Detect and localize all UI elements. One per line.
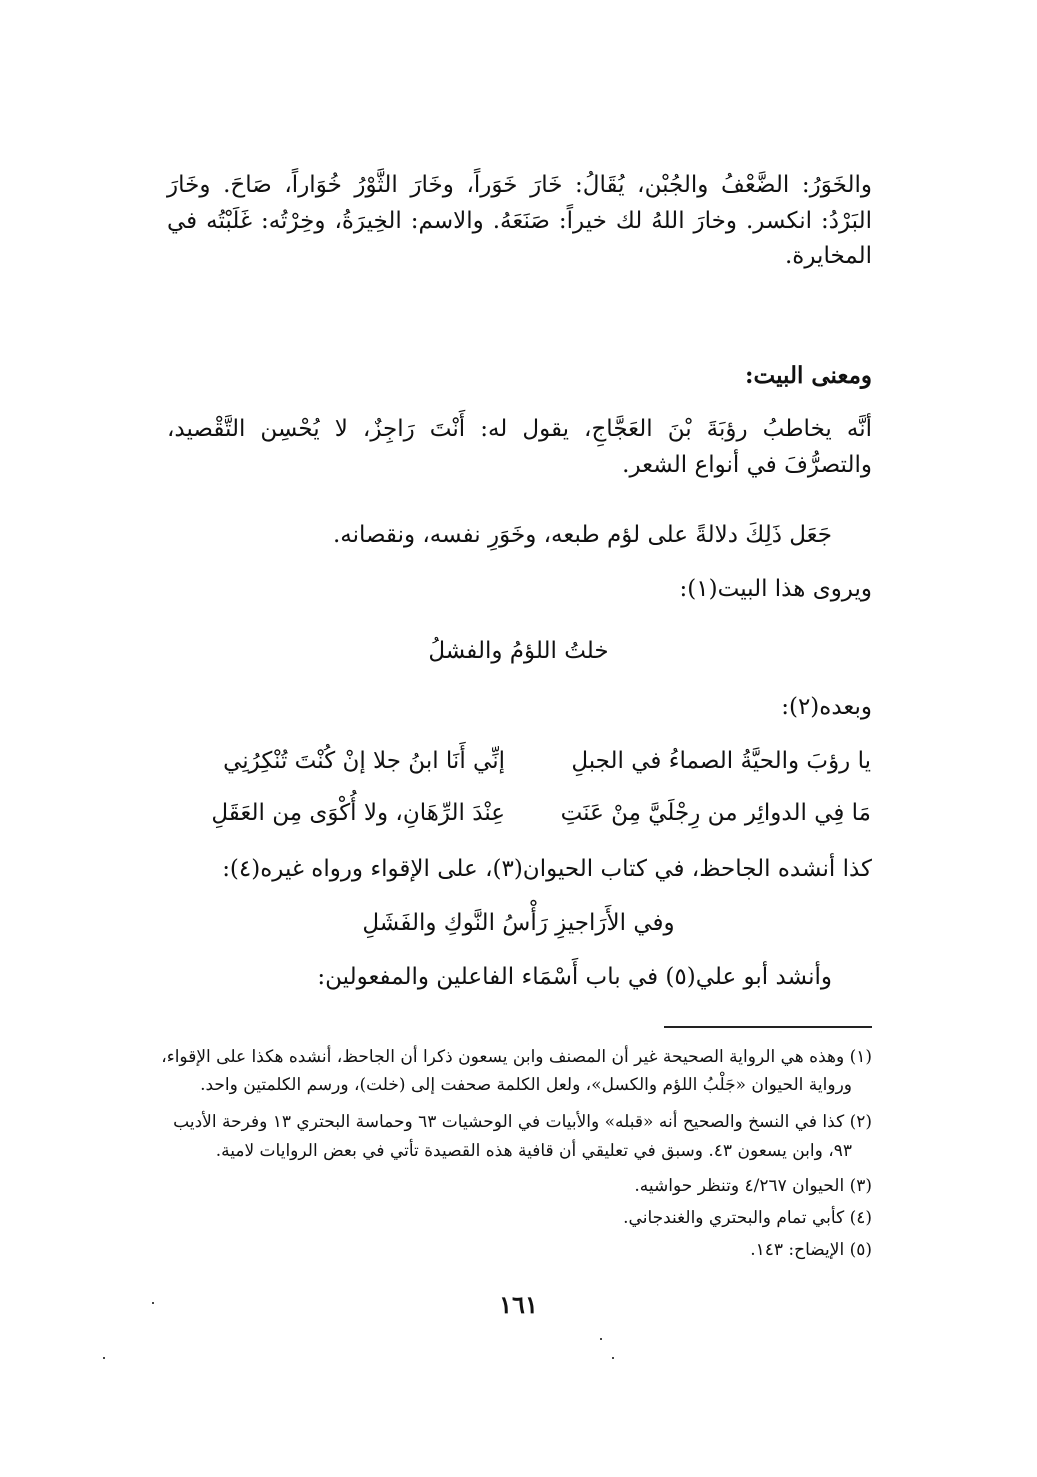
footnote-1-line-1: (١) وهذه هي الرواية الصحيحة غير أن المصنف وابن يسعون ذكرا أن الجاحظ، أنشده هكذا على الإقواء، <box>161 1047 872 1067</box>
page-number: ١٦١ <box>499 1290 538 1319</box>
footnote-2-line-1: (٢) كذا في النسخ والصحيح أنه «قبله» والأبيات في الوحشيات ٦٣ وحماسة البحتري ١٣ وفرحة الأديب <box>173 1112 872 1132</box>
verse-1-right-hemistich: يا رؤبَ والحيَّةُ الصماءُ في الجبلِ <box>571 748 871 774</box>
section-heading: ومعنى البيت: <box>745 362 872 389</box>
scan-speck <box>152 1302 154 1304</box>
scan-speck <box>600 1338 602 1340</box>
paragraph-jahiz-note: كذا أنشده الجاحظ، في كتاب الحيوان(٣)، على الإقواء ورواه غيره(٤): <box>222 856 872 882</box>
scan-speck <box>103 1357 105 1359</box>
paragraph-abu-ali: وأنشد أبو علي(٥) في باب أَسْمَاء الفاعلين والمفعولين: <box>317 964 832 990</box>
verse-1-left-hemistich: إنِّي أَنَا ابنُ جلا إنْ كُنْتَ تُنْكِرُنِي <box>223 748 505 774</box>
paragraph-definition: والخَوَرُ: الضَّعْفُ والجُبْن، يُقَالُ: خَارَ خَوَراً، وخَارَ الثَّوْرُ خُوَاراً، صَاحَ. وخَارَ البَرْدُ: انكسر. وخارَ اللهُ لك خيراً: صَنَعَهُ. والاسم: الخِيرَةُ، وخِرْتُه: غَلَبْتُه في المخايرة. <box>167 172 872 270</box>
footnote-separator <box>664 1026 872 1028</box>
verse-2-left-hemistich: عِنْدَ الرِّهَانِ، ولا أُكْوَى مِن العَقَلِ <box>211 800 505 826</box>
paragraph-meaning: أنَّه يخاطبُ رؤبَةَ بْنَ العَجَّاجِ، يقول له: أَنْتَ رَاجِزٌ، لا يُحْسِن التَّقْصيد، والتصرُّفَ في أنواع الشعر. <box>167 416 872 478</box>
centered-verse-alternate: وفي الأَرَاجيزِ رَأْسُ النَّوكِ والفَشَلِ <box>362 910 675 936</box>
paragraph-after-intro: وبعده(٢): <box>781 694 872 720</box>
footnote-2-line-2: ٩٣، وابن يسعون ٤٣. وسبق في تعليقي أن قافية هذه القصيدة تأتي في بعض الروايات لامية. <box>215 1141 852 1161</box>
footnote-1-line-2: ورواية الحيوان «جَلْبُ اللؤم والكسل»، ولعل الكلمة صحفت إلى (خلت)، ورسم الكلمتين واحد. <box>200 1075 852 1095</box>
footnote-3: (٣) الحيوان ٤/٢٦٧ وتنظر حواشيه. <box>634 1176 872 1196</box>
footnote-5: (٥) الإيضاح: ١٤٣. <box>750 1240 872 1260</box>
paragraph-variant-intro: ويروى هذا البيت(١): <box>679 576 872 602</box>
scan-speck <box>612 1357 614 1359</box>
verse-2-right-hemistich: مَا فِي الدوائِر من رِجْلَيَّ مِنْ عَنَتِ <box>560 800 871 826</box>
footnote-4: (٤) كأبي تمام والبحتري والغندجاني. <box>623 1208 872 1228</box>
centered-verse-variant: خلتُ اللؤمُ والفشلُ <box>428 638 609 664</box>
paragraph-indication: جَعَل ذَلِكَ دلالةً على لؤم طبعه، وخَوَرِ نفسه، ونقصانه. <box>332 522 832 548</box>
